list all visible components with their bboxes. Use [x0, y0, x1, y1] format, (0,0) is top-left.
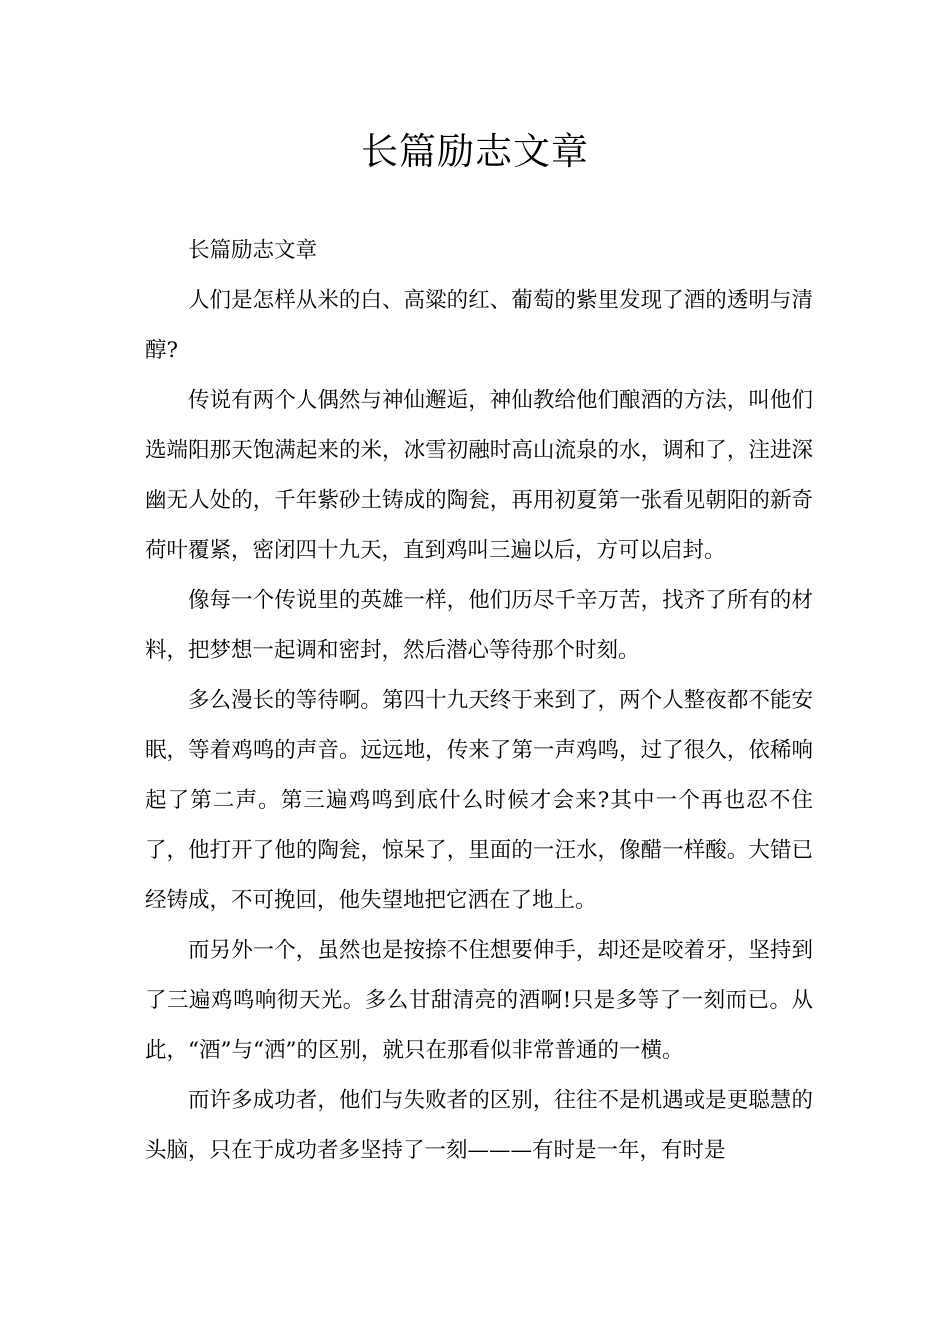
paragraph-subtitle: 长篇励志文章	[188, 238, 318, 263]
paragraph: 人们是怎样从米的白、高粱的红、葡萄的紫里发现了酒的透明与清醇?	[145, 288, 813, 363]
document-title: 长篇励志文章	[361, 130, 589, 173]
paragraph: 而另外一个，虽然也是按捺不住想要伸手，却还是咬着牙，坚持到了三遍鸡鸣响彻天光。多么甘甜清亮的酒啊!只是多等了一刻而已。从此，“酒”与“洒”的区别，就只在那看似非常普通的一横。	[145, 938, 813, 1063]
paragraph: 传说有两个人偶然与神仙邂逅，神仙教给他们酿酒的方法，叫他们选端阳那天饱满起来的米，冰雪初融时高山流泉的水，调和了，注进深幽无人处的，千年紫砂土铸成的陶瓮，再用初夏第一张看见朝阳的新奇荷叶覆紧，密闭四十九天，直到鸡叫三遍以后，方可以启封。	[145, 388, 813, 563]
paragraph: 像每一个传说里的英雄一样，他们历尽千辛万苦，找齐了所有的材料，把梦想一起调和密封，然后潜心等待那个时刻。	[145, 588, 813, 663]
document-body	[145, 226, 813, 1176]
paragraph: 多么漫长的等待啊。第四十九天终于来到了，两个人整夜都不能安眠，等着鸡鸣的声音。远远地，传来了第一声鸡鸣，过了很久，依稀响起了第二声。第三遍鸡鸣到底什么时候才会来?其中一个再也忍不住了，他打开了他的陶瓮，惊呆了，里面的一汪水，像醋一样酸。大错已经铸成，不可挽回，他失望地把它洒在了地上。	[145, 688, 813, 913]
paragraph: 而许多成功者，他们与失败者的区别，往往不是机遇或是更聪慧的头脑，只在于成功者多坚持了一刻———有时是一年，有时是	[145, 1088, 813, 1163]
